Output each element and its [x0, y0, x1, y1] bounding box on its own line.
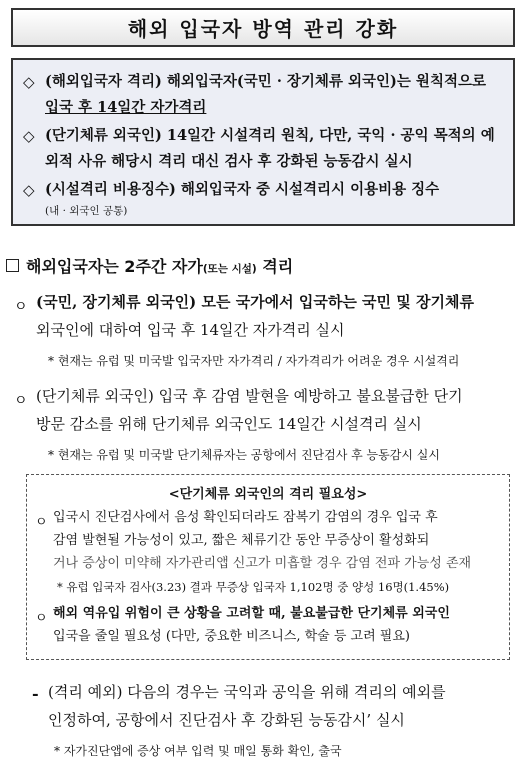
box-line: 거나 증상이 미약해 자가관리앱 신고가 미흡할 경우 감염 전파 가능성 존재 — [53, 556, 472, 571]
footnote-3: * 자가진단앱에 증상 여부 입력 및 매일 통화 확인, 출국 — [54, 744, 342, 758]
circle-bullet-icon: ㅇ — [35, 611, 48, 626]
box-line: 입국시 진단검사에서 음성 확인되더라도 잠복기 감염의 경우 입국 후 — [53, 510, 438, 525]
section-heading: 해외입국자는 2주간 자가(또는 시설) 격리 — [6, 254, 293, 277]
summary-item-line: 입국 후 14일간 자가격리 — [45, 99, 207, 116]
diamond-bullet-icon: ◇ — [23, 73, 35, 91]
summary-item-1 — [23, 69, 511, 121]
diamond-bullet-icon: ◇ — [23, 127, 35, 145]
summary-item-2 — [23, 123, 511, 175]
box-paragraph-1 — [53, 506, 505, 575]
paragraph-line: 외국인에 대하여 입국 후 14일간 자가격리 실시 — [36, 321, 345, 339]
box-title: <단기체류 외국인의 격리 필요성> — [168, 487, 368, 502]
necessity-box — [26, 474, 510, 660]
circle-bullet-icon: ㅇ — [35, 515, 48, 530]
box-paragraph-2 — [53, 602, 505, 648]
diamond-bullet-icon: ◇ — [23, 181, 35, 199]
paragraph-2 — [36, 382, 520, 438]
paragraph-line: 인정하여, 공항에서 진단검사 후 강화된 능동감시’ 실시 — [48, 711, 405, 729]
summary-item-line: (단기체류 외국인) 14일간 시설격리 원칙, 다만, 국익 · 공익 목적의 예 — [45, 127, 495, 144]
title-banner — [11, 8, 515, 47]
footnote-1: * 현재는 유럽 및 미국발 입국자만 자가격리 / 자가격리가 어려운 경우 시설격리 — [48, 354, 460, 368]
footnote-2: * 현재는 유럽 및 미국발 단기체류자는 공항에서 진단검사 후 능동감시 실시 — [48, 448, 440, 462]
summary-item-line: (해외입국자 격리) 해외입국자(국민 · 장기체류 외국인)는 원칙적으로 — [45, 73, 486, 90]
paragraph-line: (격리 예외) 다음의 경우는 국익과 공익을 위해 격리의 예외를 — [48, 683, 446, 701]
paragraph-3 — [48, 678, 522, 734]
paragraph-line: (국민, 장기체류 외국인) 모든 국가에서 입국하는 국민 및 장기체류 — [36, 293, 474, 311]
summary-item-3 — [23, 177, 511, 219]
box-line: 입국을 줄일 필요성 (다만, 중요한 비즈니스, 학술 등 고려 필요) — [53, 629, 410, 644]
paragraph-line: 방문 감소를 위해 단기체류 외국인도 14일간 시설격리 실시 — [36, 415, 422, 433]
page-title: 해외 입국자 방역 관리 강화 — [127, 17, 399, 41]
summary-item-line: (시설격리 비용징수) 해외입국자 중 시설격리시 이용비용 징수 — [45, 181, 440, 198]
box-line: 해외 역유입 위험이 큰 상황을 고려할 때, 불요불급한 단기체류 외국인 — [53, 606, 450, 621]
paragraph-1 — [36, 288, 520, 344]
circle-bullet-icon: ㅇ — [14, 393, 28, 409]
box-footnote: * 유럽 입국자 검사(3.23) 결과 무증상 입국자 1,102명 중 양성 16명(1.45%) — [57, 580, 450, 594]
dash-bullet-icon: - — [32, 684, 39, 703]
paragraph-line: (단기체류 외국인) 입국 후 감염 발현을 예방하고 불요불급한 단기 — [36, 387, 463, 405]
box-line: 감염 발현될 가능성이 있고, 짧은 체류기간 동안 무증상이 활성화되 — [53, 533, 430, 548]
summary-box — [11, 58, 515, 226]
circle-bullet-icon: ㅇ — [14, 299, 28, 315]
summary-item-note: (내 · 외국인 공통) — [45, 205, 128, 217]
summary-item-line: 외적 사유 해당시 격리 대신 검사 후 강화된 능동감시 실시 — [45, 153, 413, 170]
square-bullet-icon — [6, 259, 19, 272]
